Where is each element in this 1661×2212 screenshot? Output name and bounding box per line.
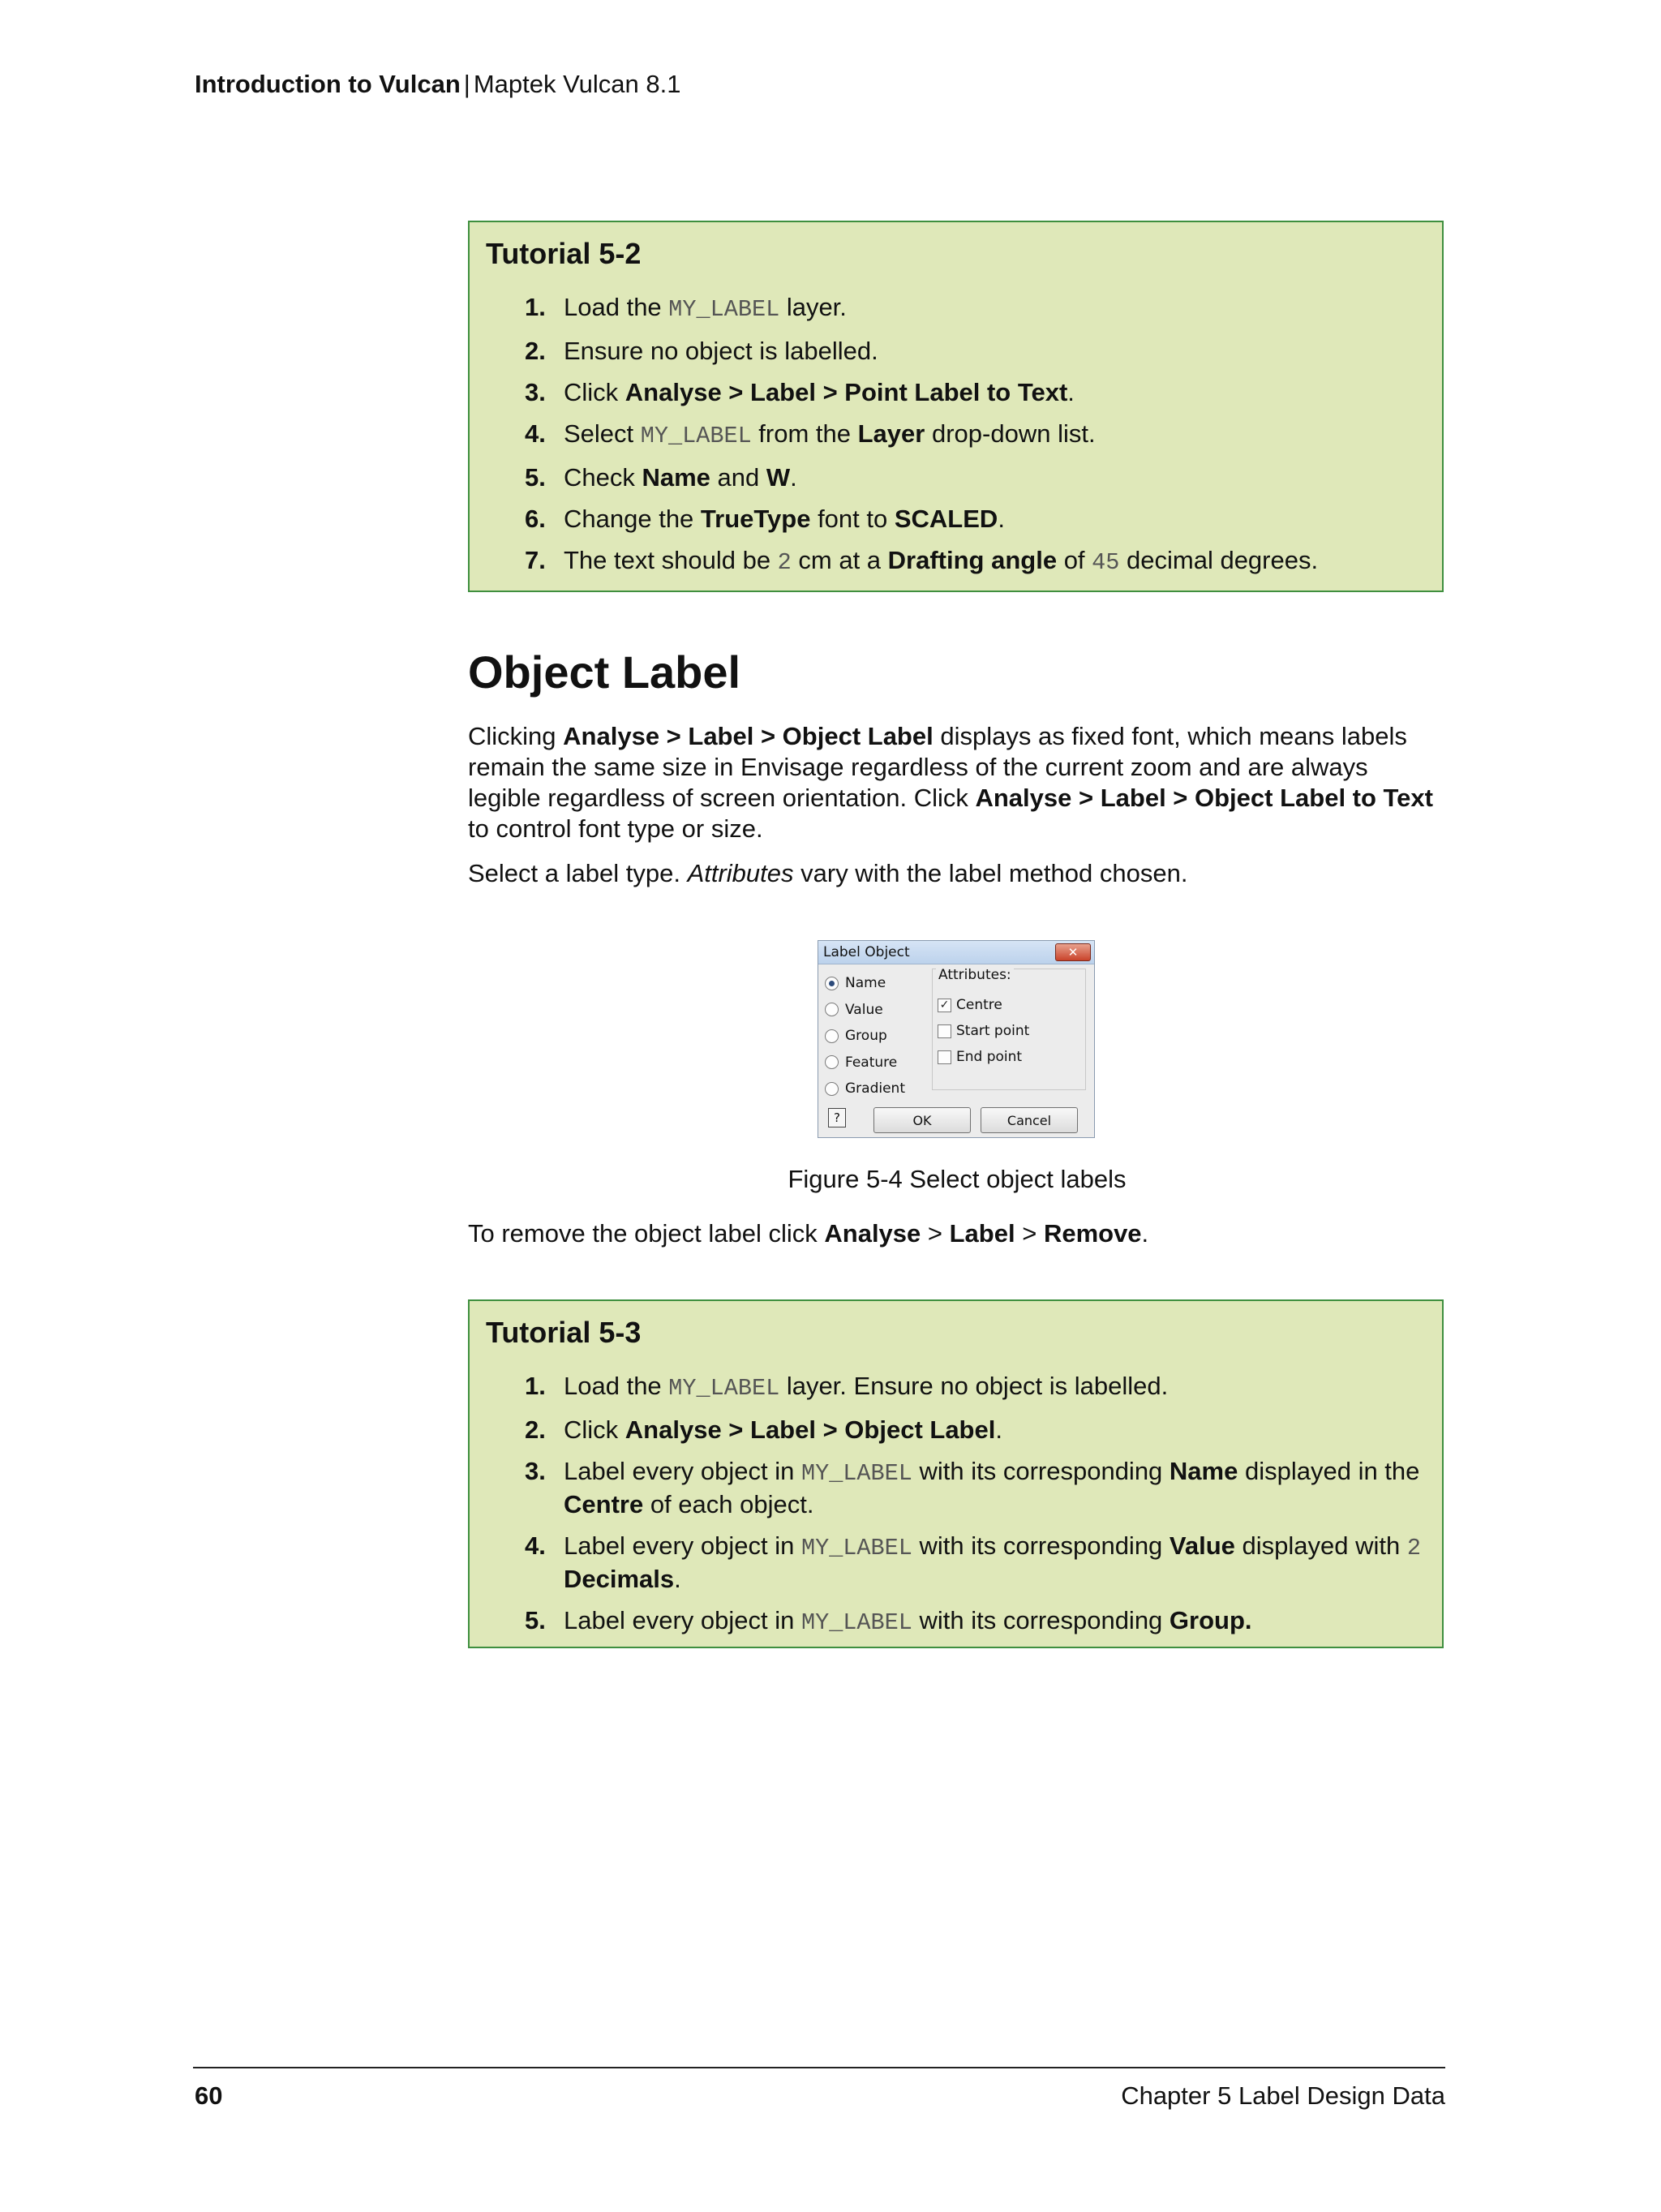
step-number: 4.: [525, 1531, 546, 1560]
running-header: [195, 70, 680, 99]
step-number: 3.: [525, 378, 546, 406]
step-text: Click Analyse > Label > Point Label to Text.: [564, 378, 1075, 406]
label-type-radio-group: [825, 970, 905, 1102]
tutorial-step: [486, 1531, 1426, 1595]
tutorial-box-5-3: [468, 1299, 1444, 1648]
radio-gradient[interactable]: Gradient: [825, 1076, 905, 1102]
step-number: 5.: [525, 463, 546, 492]
tutorial-step: [486, 1456, 1426, 1520]
radio-group[interactable]: Group: [825, 1023, 905, 1050]
checkbox-centre[interactable]: ✓ Centre: [938, 992, 1029, 1018]
radio-icon[interactable]: [825, 1082, 839, 1096]
checkbox-checked-icon[interactable]: ✓: [938, 999, 951, 1012]
step-number: 5.: [525, 1606, 546, 1634]
attributes-checkbox-list: [938, 992, 1029, 1070]
tutorial-step: [486, 1605, 1426, 1639]
step-text: Click Analyse > Label > Object Label.: [564, 1415, 1002, 1444]
step-number: 7.: [525, 546, 546, 574]
step-number: 1.: [525, 1372, 546, 1400]
step-text: The text should be 2 cm at a Drafting angle of 45 decimal degrees.: [564, 546, 1319, 576]
tutorial-title: Tutorial 5-2: [486, 237, 642, 270]
step-number: 3.: [525, 1457, 546, 1485]
dialog-titlebar: [818, 941, 1094, 964]
ok-button[interactable]: OK: [873, 1107, 971, 1133]
step-text: Load the MY_LABEL layer. Ensure no object is labelled.: [564, 1372, 1169, 1402]
tutorial-title: Tutorial 5-3: [486, 1316, 642, 1349]
radio-icon[interactable]: [825, 1029, 839, 1043]
attributes-group: [932, 969, 1086, 1090]
radio-feature[interactable]: Feature: [825, 1050, 905, 1076]
footer-rule: [193, 2067, 1445, 2068]
step-text: Change the TrueType font to SCALED.: [564, 505, 1005, 533]
cancel-button[interactable]: Cancel: [981, 1107, 1078, 1133]
tutorial-box-5-2: [468, 221, 1444, 592]
chapter-title: Chapter 5 Label Design Data: [1121, 2081, 1445, 2110]
step-number: 2.: [525, 337, 546, 365]
step-number: 2.: [525, 1415, 546, 1444]
step-text: Label every object in MY_LABEL with its corresponding Group.: [564, 1606, 1252, 1636]
body-paragraph: To remove the object label click Analyse > Label > Remove.: [468, 1219, 1149, 1248]
tutorial-step: [486, 545, 1426, 578]
product-name: Maptek Vulcan 8.1: [473, 70, 681, 98]
label-object-dialog: [818, 940, 1095, 1138]
section-heading: Object Label: [468, 646, 741, 698]
figure-caption: Figure 5-4 Select object labels: [788, 1165, 1127, 1193]
body-paragraph: Select a label type. Attributes vary with the label method chosen.: [468, 859, 1188, 887]
header-separator: |: [463, 70, 470, 98]
step-text: Ensure no object is labelled.: [564, 337, 878, 365]
radio-value[interactable]: Value: [825, 997, 905, 1024]
tutorial-step: [486, 292, 1426, 325]
checkbox-start-point[interactable]: Start point: [938, 1018, 1029, 1044]
checkbox-icon[interactable]: [938, 1050, 951, 1064]
step-number: 4.: [525, 419, 546, 448]
checkbox-icon[interactable]: [938, 1024, 951, 1038]
checkbox-end-point[interactable]: End point: [938, 1044, 1029, 1070]
step-text: Load the MY_LABEL layer.: [564, 293, 847, 323]
page-number: 60: [195, 2081, 223, 2110]
tutorial-step: [486, 504, 1426, 535]
radio-name[interactable]: Name: [825, 970, 905, 997]
tutorial-step: [486, 1415, 1426, 1445]
step-text: Check Name and W.: [564, 463, 797, 492]
step-number: 6.: [525, 505, 546, 533]
radio-icon[interactable]: [825, 1055, 839, 1069]
step-text: Label every object in MY_LABEL with its corresponding Name displayed in the Centre of each object.: [564, 1457, 1420, 1518]
tutorial-step: [486, 336, 1426, 367]
step-text: Label every object in MY_LABEL with its corresponding Value displayed with 2 Decimals.: [564, 1531, 1421, 1593]
dialog-title: Label Object: [823, 944, 910, 960]
tutorial-step: [486, 462, 1426, 493]
step-number: 1.: [525, 293, 546, 321]
tutorial-step: [486, 419, 1426, 452]
help-icon[interactable]: ?: [828, 1108, 846, 1127]
tutorial-steps: [486, 1371, 1426, 1639]
tutorial-steps: [486, 292, 1426, 578]
radio-icon[interactable]: [825, 1003, 839, 1016]
attributes-label: Attributes:: [936, 967, 1014, 983]
body-paragraph: Clicking Analyse > Label > Object Label displays as fixed font, which means labels remain the same size in Envisage regardless of the current zoom and are always legible regardless of screen orientation. Click Analyse > Label > Object Label to Text to control font type or size.: [468, 722, 1433, 843]
close-icon[interactable]: ✕: [1055, 943, 1091, 961]
tutorial-step: [486, 1371, 1426, 1404]
tutorial-step: [486, 377, 1426, 408]
radio-selected-icon[interactable]: [825, 977, 839, 990]
step-text: Select MY_LABEL from the Layer drop-down list.: [564, 419, 1096, 449]
book-title: Introduction to Vulcan: [195, 70, 461, 98]
